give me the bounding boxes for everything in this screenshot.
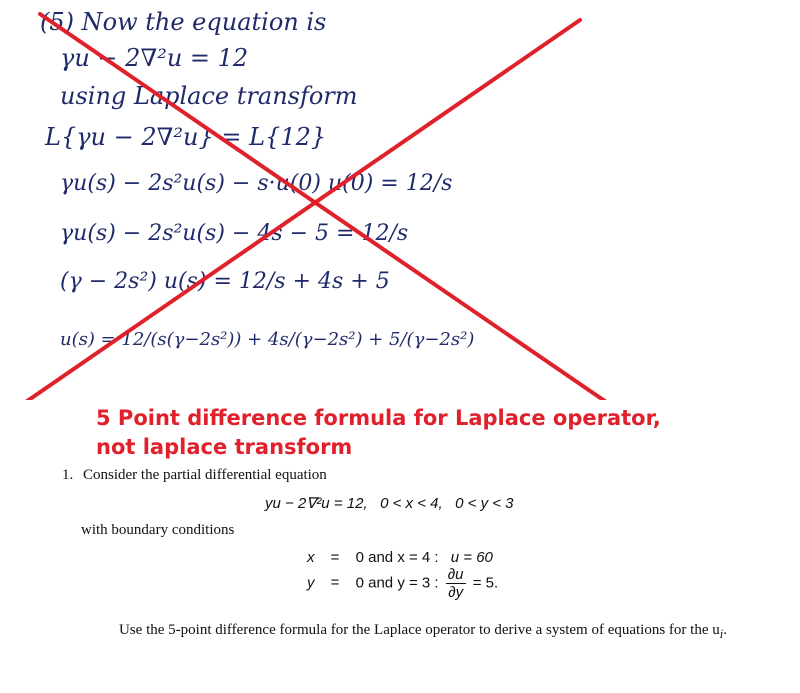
bc-value: = 5. xyxy=(472,574,499,592)
problem-number: 1. xyxy=(62,467,74,483)
handwritten-line: L{γu − 2∇²u} = L{12} xyxy=(45,123,327,151)
frac-denominator: ∂y xyxy=(448,584,464,601)
handwritten-line: (5) Now the equation is xyxy=(40,8,327,36)
problem-intro xyxy=(62,467,327,484)
bc-cond: 0 and x = 4 : xyxy=(355,549,439,566)
frac-numerator: ∂u xyxy=(447,566,464,583)
correction-note: 5 Point difference formula for Laplace operator, not laplace transform xyxy=(96,406,661,459)
bc-var: y xyxy=(307,574,315,592)
partial-derivative xyxy=(446,566,466,601)
bc-eq: = xyxy=(330,574,340,592)
handwritten-line: u(s) = 12/(s(γ−2s²)) + 4s/(γ−2s²) + 5/(γ−2s²) xyxy=(60,329,475,350)
boundary-condition-y xyxy=(307,566,498,601)
bc-eq: = xyxy=(330,549,340,566)
handwritten-line: using Laplace transform xyxy=(60,82,358,110)
instruction-text: Use the 5-point difference formula for the Laplace operator to derive a system of equations for the u xyxy=(119,622,720,638)
instruction-subscript: i xyxy=(719,627,724,641)
handwritten-line: γu(s) − 2s²u(s) − s·u(0) u(0) = 12/s xyxy=(60,171,453,196)
handwritten-line: γu(s) − 2s²u(s) − 4s − 5 = 12/s xyxy=(60,221,409,246)
handwritten-line: γu − 2∇²u = 12 xyxy=(60,44,249,72)
boundary-condition-x xyxy=(307,549,493,566)
bc-var: x xyxy=(307,549,315,566)
bc-cond: 0 and y = 3 : xyxy=(355,574,439,592)
handwritten-line: (γ − 2s²) u(s) = 12/s + 4s + 5 xyxy=(60,269,390,294)
problem-intro-text: Consider the partial differential equation xyxy=(83,467,327,483)
instruction-end: . xyxy=(723,622,727,638)
instruction xyxy=(119,621,739,644)
pde-equation: yu − 2∇²u = 12, 0 < x < 4, 0 < y < 3 xyxy=(265,495,514,512)
bc-intro: with boundary conditions xyxy=(81,522,235,538)
bc-value: u = 60 xyxy=(450,549,493,566)
